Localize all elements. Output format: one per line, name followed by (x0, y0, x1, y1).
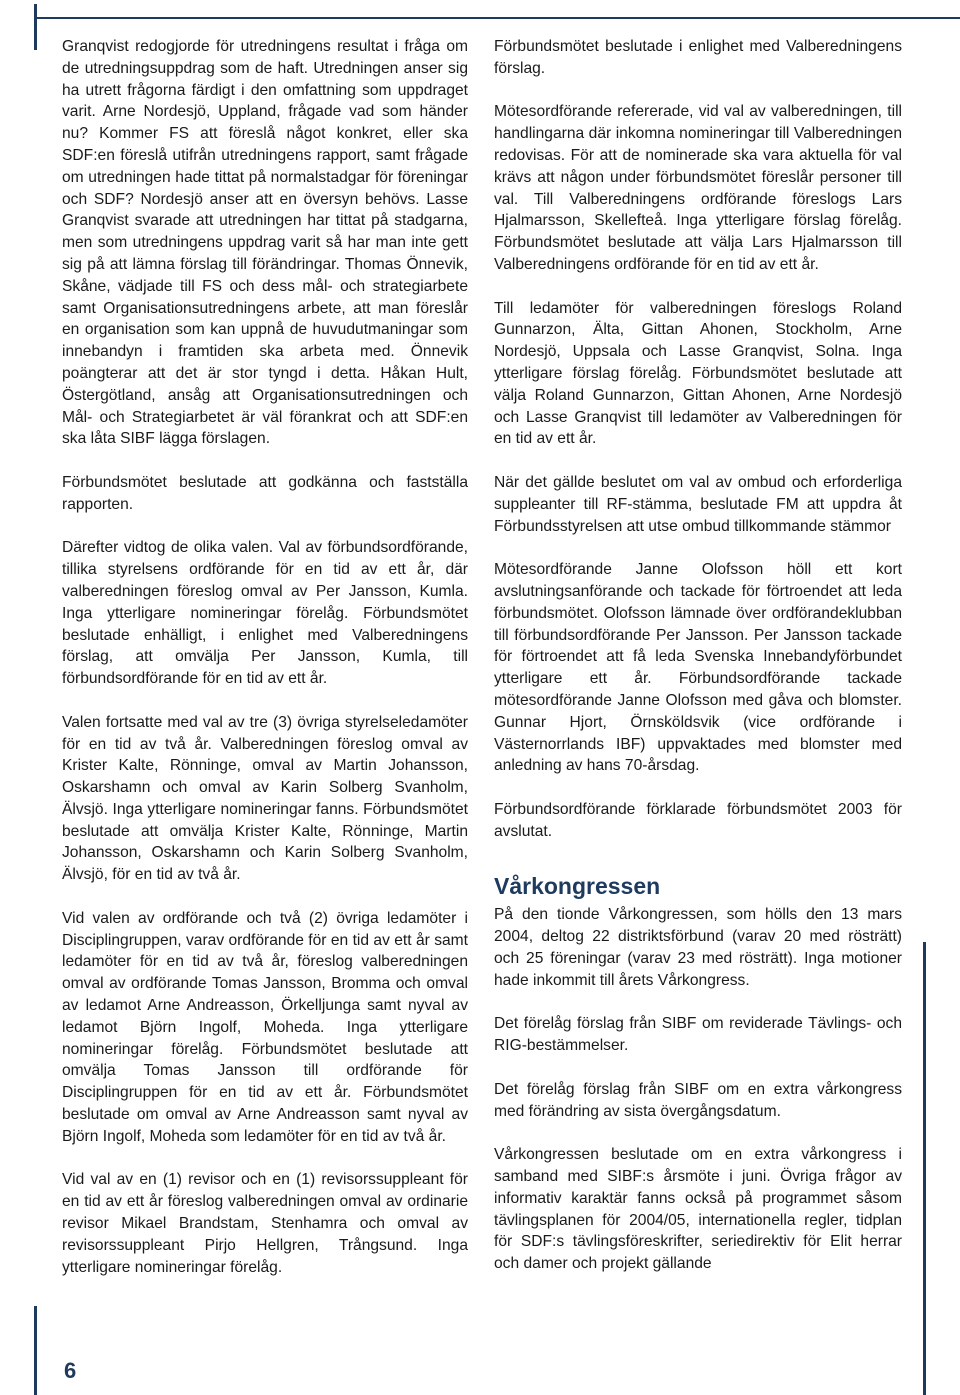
left-column (62, 36, 468, 1300)
top-horizontal-rule (34, 17, 960, 19)
paragraph: Till ledamöter för valberedningen föreslogs Roland Gunnarzon, Älta, Gittan Ahonen, Stockholm, Arne Nordesjö, Uppsala och Lasse Granqvist, Solna. Inga ytterligare förslag förelåg. Förbundsmötet beslutade att välja Roland Gunnarzon, Gittan Ahonen, Arne Nordesjö och Lasse Granqvist till ledamöter av Valberedningen för en tid av ett år. (494, 299, 902, 448)
paragraph: Vårkongressen beslutade om en extra vårkongress i samband med SIBF:s årsmöte i juni. Övriga frågor av informativ karaktär fanns också på programmet såsom tävlingsplanen för 2004/05, internationella regler, tidplan för SDF:s tävlingsföreskrifter, seriedirektiv för Elit herrar och damer och projekt gällande (494, 1146, 902, 1273)
page-number: 6 (64, 1358, 77, 1383)
paragraph: Förbundsmötet beslutade att godkänna och fastställa rapporten. (62, 473, 468, 513)
paragraph: När det gällde beslutet om val av ombud och erforderliga suppleanter till RF-stämma, beslutade FM att uppdra åt Förbundsstyrelsen att utse ombud tillkommande stämmor (494, 473, 902, 535)
paragraph: På den tionde Vårkongressen, som hölls den 13 mars 2004, deltog 22 distriktsförbund (varav 20 med rösträtt) och 25 föreningar (varav 23 med rösträtt). Inga motioner hade inkommit till årets Vårkongress. (494, 906, 902, 989)
paragraph: Därefter vidtog de olika valen. Val av förbundsordförande, tillika styrelsens ordförande för en tid av ett år, där valberedningen föreslog omval av Per Jansson, Kumla. Inga ytterligare nomineringar förelåg. Förbundsmötet beslutade enhälligt, i enlighet med Valberedningens förslag, att omvälja Per Jansson, Kumla, till förbundsordförande för en tid av ett år. (62, 539, 468, 688)
paragraph: Det förelåg förslag från SIBF om reviderade Tävlings- och RIG-bestämmelser. (494, 1015, 902, 1055)
right-column (494, 36, 902, 1275)
paragraph: Förbundsordförande förklarade förbundsmötet 2003 för avslutat. (494, 800, 902, 840)
paragraph: Vid valen av ordförande och två (2) övriga ledamöter i Disciplingruppen, varav ordförande för en tid av ett år samt ledamöter för en tid av två år, föreslog valberedningen omval av ordförande Tomas Jansson, Bromma och omval av ledamot Arne Andreasson, Örkelljunga samt nyval av ledamot Björn Ingolf, Moheda. Inga ytterligare nomineringar förelåg. Förbundsmötet beslutade att omvälja Tomas Jansson till ordförande för Disciplingruppen för en tid av ett år. Förbundsmötet beslutade om omval av Arne Andreasson samt nyval av Björn Ingolf, Moheda som ledamöter för en tid av två år. (62, 909, 468, 1145)
paragraph: Mötesordförande Janne Olofsson höll ett kort avslutningsanförande och tackade för förtroendet att leda förbundsmötet. Olofsson lämnade över ordförandeklubban till förbundsordförande Per Jansson. Per Jansson tackade för förtroendet att få leda Svenska Innebandyförbundet ytterligare ett år. Förbundsordförande tackade mötesordförande Janne Olofsson med gåva och blomster. Gunnar Hjort, Örnsköldsvik (vice ordförande i Västernorrlands IBF) uppvaktades med blomster med anledning av hans 70-årsdag. (494, 561, 902, 775)
paragraph: Det förelåg förslag från SIBF om en extra vårkongress med förändring av sista övergångsdatum. (494, 1080, 902, 1120)
paragraph: Valen fortsatte med val av tre (3) övriga styrelseledamöter för en tid av två år. Valberedningen föreslog omval av Krister Kalte, Rönninge, omval av Martin Johansson, Oskarshamn och omval av Karin Solberg Svanholm, Älvsjö. Inga ytterligare nomineringar fanns. Förbundsmötet beslutade att omvälja Krister Kalte, Rönninge, Martin Johansson, Oskarshamn och Karin Solberg Svanholm, Älvsjö, för en tid av två år. (62, 713, 468, 884)
paragraph: Vid val av en (1) revisor och en (1) revisorssuppleant för en tid av ett år föreslog valberedningen omval av ordinarie revisor Mikael Brandstam, Stenhamra och omval av revisorssuppleant Pirjo Hellgren, Trångsund. Inga ytterligare nomineringar förelåg. (62, 1171, 468, 1276)
paragraph: Mötesordförande refererade, vid val av valberedningen, till handlingarna där inkomna nomineringar till Valberedningen redovisas. För att de nominerade ska vara aktuella för val krävs att någon under förbundsmötet föreslår personer till val. Till Valberedningens ordförande föreslogs Lars Hjalmarsson, Skellefteå. Inga ytterligare förslag förelåg. Förbundsmötet beslutade att välja Lars Hjalmarsson till Valberedningens ordförande för en tid av ett år. (494, 103, 902, 273)
paragraph: Granqvist redogjorde för utredningens resultat i fråga om de utredningsuppdrag som de haft. Utredningen anser sig ha utrett frågorna färdigt i den omfattning som uppdraget varit. Arne Nordesjö, Uppland, frågade vad som händer nu? Kommer FS att föreslå något konkret, eller ska SDF:en föreslå utifrån utredningens rapport, samt frågade om utredningen hade tittat på normalstadgar för föreningar och SDF? Nordesjö anser att en översyn behövs. Lasse Granqvist svarade att utredningen har tittat på stadgarna, men som utredningens uppdrag varit så har man inte gett sig på att lämna förslag till förändringar. Thomas Önnevik, Skåne, vädjade till FS och dess mål- och strategiarbete samt Organisationsutredningens arbete, att man föreslår en organisation som kan uppnå de huvudutmaningar som innebandyn i framtiden ska arbeta med. Önnevik poängterar att det är stor tyngd i detta. Håkan Hult, Östergötland, ansåg att Organisationsutredningen och Mål- och Strategiarbetet är väl förankrat och att SDF:en ska låta SIBF lägga förslagen. (62, 38, 468, 448)
top-left-vertical-rule (34, 4, 37, 50)
bottom-right-vertical-rule (923, 942, 926, 1395)
paragraph: Förbundsmötet beslutade i enlighet med Valberedningens förslag. (494, 38, 902, 77)
section-heading: Vårkongressen (494, 873, 661, 900)
bottom-left-vertical-rule (34, 1306, 37, 1395)
